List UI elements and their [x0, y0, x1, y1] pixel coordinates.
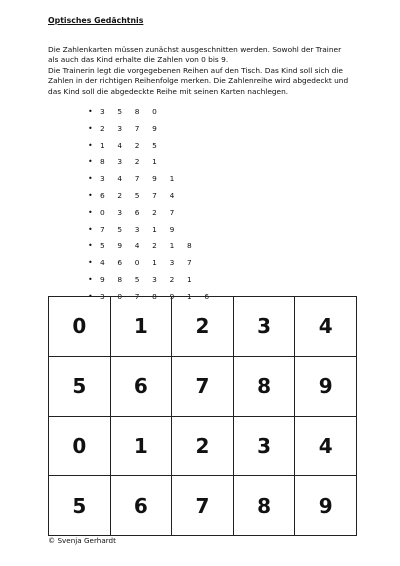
sequence-digit: 6 [134, 207, 140, 217]
number-card: 1 [111, 297, 173, 357]
sequence-digit: 5 [134, 190, 140, 200]
sequence-digit: 9 [169, 291, 175, 301]
sequence-digit: 5 [100, 241, 105, 251]
bullet-icon: • [88, 258, 93, 268]
sequence-digit: 8 [186, 241, 192, 251]
number-card: 9 [295, 357, 357, 417]
sequence-digit: 0 [134, 258, 140, 268]
sequence-digit: 6 [117, 258, 123, 268]
sequence-row [88, 154, 222, 171]
sequence-row [88, 188, 222, 205]
sequence-digit: 5 [117, 224, 123, 234]
sequence-digit: 7 [186, 258, 192, 268]
sequence-digit: 1 [186, 274, 192, 284]
sequence-digit: 7 [169, 207, 175, 217]
sequence-digit: 6 [204, 291, 210, 301]
number-card: 5 [49, 476, 111, 536]
sequence-digit: 3 [100, 107, 105, 116]
sequence-digit: 9 [100, 274, 105, 284]
sequence-digit: 0 [117, 291, 123, 301]
sequence-digit: 3 [100, 174, 105, 184]
sequence-row [88, 205, 222, 222]
sequence-digit: 4 [134, 241, 140, 251]
number-card-grid [48, 296, 357, 536]
sequence-digit: 2 [117, 190, 123, 200]
number-card: 7 [172, 476, 234, 536]
sequence-row [88, 238, 222, 255]
sequence-digit: 4 [169, 190, 175, 200]
bullet-icon: • [88, 274, 93, 284]
number-card: 8 [234, 476, 296, 536]
instruction-line: als auch das Kind erhalte die Zahlen von 0 bis 9. [48, 55, 229, 65]
number-card: 5 [49, 357, 111, 417]
bullet-icon: • [88, 190, 93, 200]
sequence-digit: 1 [152, 157, 157, 167]
sequence-digit: 9 [152, 174, 157, 184]
sequence-row [88, 171, 222, 188]
sequence-digit: 8 [152, 291, 157, 301]
number-card: 9 [295, 476, 357, 536]
sequence-digit: 9 [117, 241, 123, 251]
sequence-digit: 4 [117, 140, 123, 150]
sequence-digit: 2 [134, 140, 140, 150]
bullet-icon: • [88, 224, 93, 234]
sequence-digit: 6 [100, 190, 105, 200]
bullet-icon: • [88, 157, 93, 167]
sequence-digit: 0 [100, 207, 105, 217]
sequence-digit: 7 [152, 190, 157, 200]
sequence-digit: 8 [100, 157, 105, 167]
page-title: Optisches Gedächtnis [48, 16, 144, 25]
number-card: 2 [172, 417, 234, 477]
sequence-digit: 1 [169, 241, 175, 251]
sequence-digit: 4 [100, 258, 105, 268]
bullet-icon: • [88, 123, 93, 133]
sequence-digit: 9 [152, 123, 157, 133]
sequence-digit: 3 [117, 157, 123, 167]
sequence-digit: 3 [152, 274, 157, 284]
sequence-digit: 7 [134, 174, 140, 184]
sequence-row [88, 138, 222, 155]
sequence-digit: 3 [117, 207, 123, 217]
sequence-digit: 7 [100, 224, 105, 234]
sequence-digit: 2 [169, 274, 175, 284]
sequence-digit: 7 [134, 123, 140, 133]
bullet-icon: • [88, 241, 93, 251]
sequence-digit: 9 [169, 224, 175, 234]
sequence-digit: 1 [152, 224, 157, 234]
number-card: 7 [172, 357, 234, 417]
number-card: 6 [111, 357, 173, 417]
bullet-icon: • [88, 107, 93, 116]
sequence-row [88, 255, 222, 272]
number-card: 3 [234, 417, 296, 477]
sequence-digit: 5 [152, 140, 157, 150]
sequence-row [88, 272, 222, 289]
sequence-row [88, 104, 222, 121]
sequence-digit: 8 [117, 274, 123, 284]
sequence-digit: 3 [117, 123, 123, 133]
number-sequence-list [88, 104, 222, 306]
sequence-digit: 4 [117, 174, 123, 184]
sequence-digit: 1 [100, 140, 105, 150]
number-card: 1 [111, 417, 173, 477]
number-card: 3 [234, 297, 296, 357]
number-card: 0 [49, 297, 111, 357]
sequence-digit: 5 [117, 107, 123, 116]
sequence-digit: 3 [134, 224, 140, 234]
bullet-icon: • [88, 140, 93, 150]
sequence-row [88, 222, 222, 239]
sequence-row [88, 121, 222, 138]
bullet-icon: • [88, 207, 93, 217]
sequence-digit: 2 [152, 207, 157, 217]
sequence-digit: 1 [186, 291, 192, 301]
sequence-digit: 8 [134, 107, 140, 116]
sequence-digit: 0 [152, 107, 157, 116]
number-card: 2 [172, 297, 234, 357]
sequence-digit: 1 [169, 174, 175, 184]
sequence-digit: 3 [100, 291, 105, 301]
copyright-footer: © Svenja Gerhardt [48, 536, 116, 545]
number-card: 4 [295, 417, 357, 477]
sequence-digit: 7 [134, 291, 140, 301]
instruction-line: Die Zahlenkarten müssen zunächst ausgeschnitten werden. Sowohl der Trainer [48, 45, 342, 54]
sequence-digit: 2 [100, 123, 105, 133]
sequence-digit: 2 [134, 157, 140, 167]
number-card: 8 [234, 357, 296, 417]
instructions [48, 45, 366, 97]
bullet-icon: • [88, 291, 93, 301]
number-card: 4 [295, 297, 357, 357]
number-card: 0 [49, 417, 111, 477]
instruction-line: das Kind soll die abgedeckte Reihe mit seinen Karten nachlegen. [48, 86, 289, 96]
instruction-line: Die Trainerin legt die vorgegebenen Reihen auf den Tisch. Das Kind soll sich die [48, 65, 343, 75]
bullet-icon: • [88, 174, 93, 184]
instruction-line: Zahlen in der richtigen Reihenfolge merken. Die Zahlenreihe wird abgedeckt und [48, 76, 349, 86]
sequence-digit: 2 [152, 241, 157, 251]
sequence-digit: 5 [134, 274, 140, 284]
sequence-digit: 1 [152, 258, 157, 268]
number-card: 6 [111, 476, 173, 536]
sequence-digit: 3 [169, 258, 175, 268]
